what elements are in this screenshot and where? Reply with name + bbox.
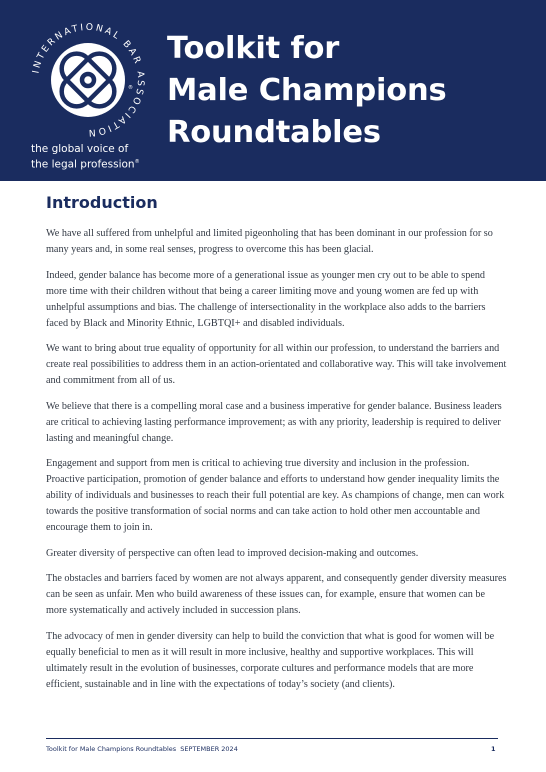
paragraph: Greater diversity of perspective can often lead to improved decision-making and outcomes. — [46, 547, 419, 559]
logo-ring-text: INTERNATIONAL BAR ASSOCIATION — [30, 21, 147, 139]
title-line: Toolkit for — [167, 31, 340, 66]
tagline — [31, 143, 140, 172]
section-heading: Introduction — [46, 193, 158, 212]
title-line: Roundtables — [167, 115, 381, 150]
paragraph: We want to bring about true equality of opportunity for all within our profession, to understand the barriers and create real possibilities to address them in an action-orientated and collaborative way. This will take involvement and commitment from all of us. — [46, 343, 507, 386]
iba-logo — [22, 14, 154, 146]
paragraph: Indeed, gender balance has become more of a generational issue as younger men cry out to be able to spend more time with their children without that being a career limiting move and young women are fed up with unhelpful assumptions and bias. The challenge of intersectionality in the workplace also adds to the barriers faced by Black and Minority Ethnic, LGBTQI+ and disabled individuals. — [46, 269, 486, 329]
paragraph: We believe that there is a compelling moral case and a business imperative for gender balance. Business leaders are critical to achieving lasting performance improvement; as with any priority, leadership is required to deliver lasting and meaningful change. — [46, 400, 502, 444]
header-banner — [0, 0, 546, 181]
logo-disc — [51, 43, 125, 117]
paragraph: The advocacy of men in gender diversity can help to build the conviction that what is good for women will be equally beneficial to men as it will result in more inclusive, healthy and supportive workplaces. This will ultimately result in the evolution of businesses, corporate cultures and performance models that are more efficient, sustainable and in line with the expectations of today’s society (and clients). — [46, 630, 495, 690]
registered-mark: ® — [128, 85, 133, 91]
footer-date: SEPTEMBER 2024 — [180, 745, 238, 753]
tagline-line: the legal profession® — [31, 158, 140, 171]
page-number: 1 — [491, 745, 496, 753]
paragraph: Engagement and support from men is critical to achieving true diversity and inclusion in the profession. Proactive participation, promotion of gender balance and efforts to understand how gender inequality limits the ability of individuals and businesses to reach their full potential are key. As champions of change, men can work towards the positive transformation of social norms and can take action to hold other men accountable and encourage them to join in. — [46, 458, 505, 533]
body-text — [46, 226, 508, 702]
tagline-line: the global voice of — [31, 143, 129, 155]
paragraph: The obstacles and barriers faced by women are not always apparent, and consequently gender diversity measures can be seen as unfair. Men who build awareness of these issues can, for example, ensure that women can be more systematically and actively included in succession plans. — [46, 573, 507, 616]
footer-title: Toolkit for Male Champions Roundtables SEPTEMBER 2024 — [46, 745, 238, 753]
paragraph: We have all suffered from unhelpful and limited pigeonholing that has been dominant in our profession for so many years and, in some real senses, progress to overcome this has been glacial. — [46, 228, 493, 255]
title-line: Male Champions — [167, 73, 447, 108]
footer-divider — [46, 738, 498, 739]
document-title — [167, 28, 446, 154]
